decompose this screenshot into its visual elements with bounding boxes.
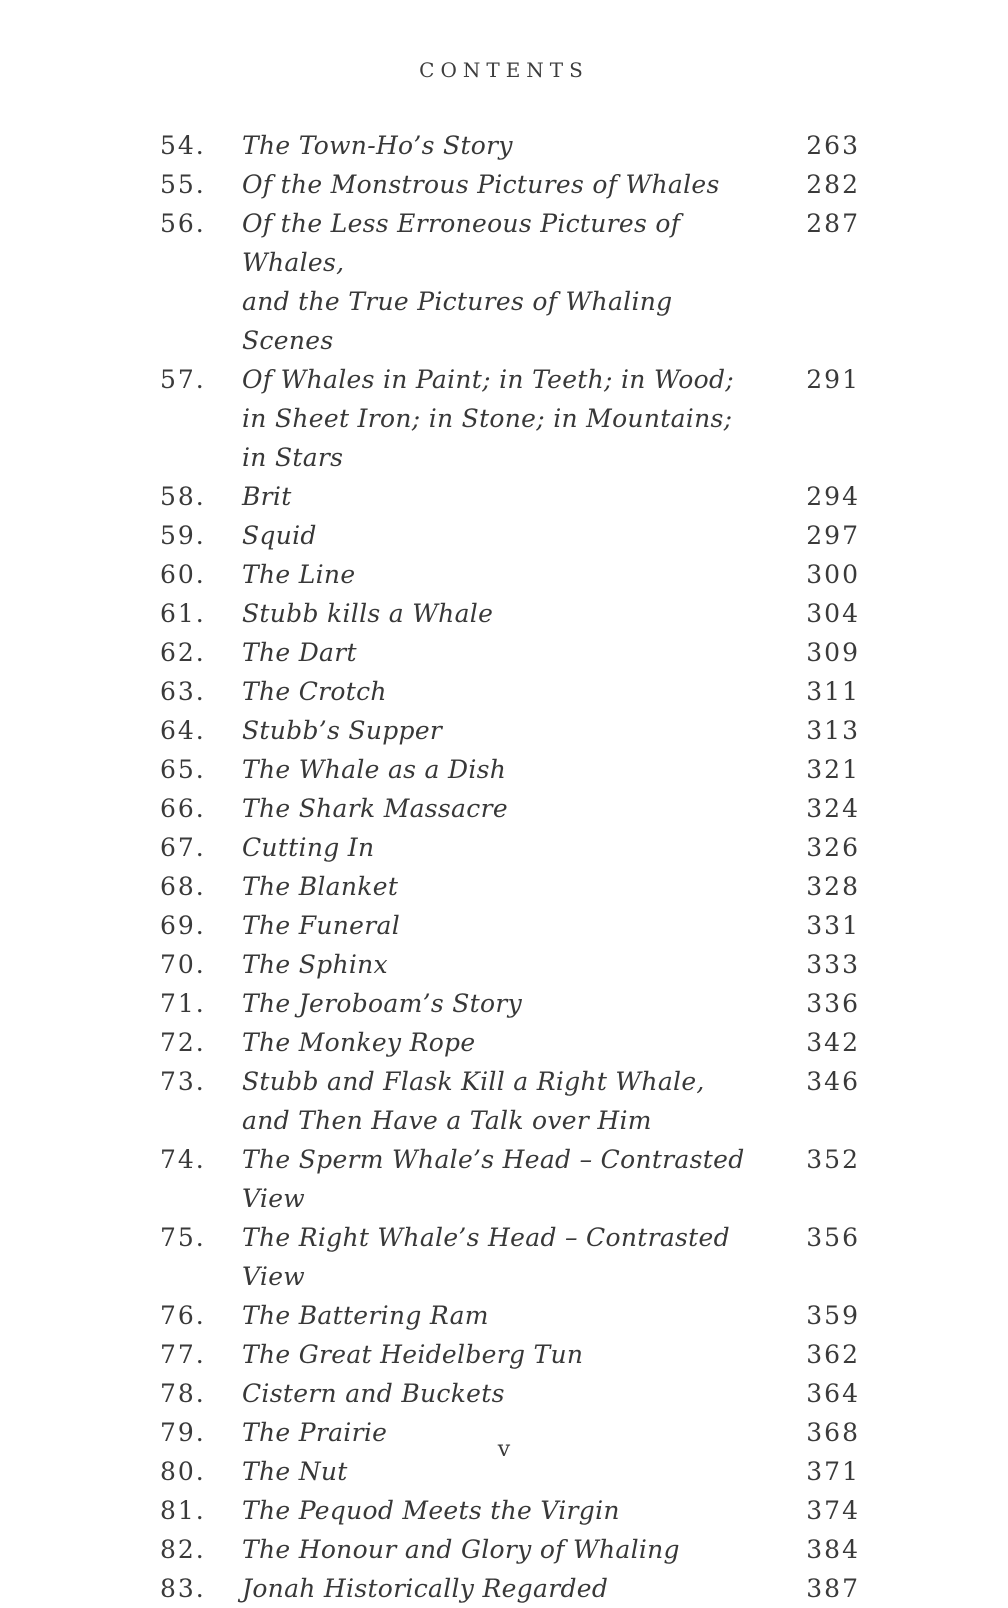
- chapter-title: [242, 1296, 776, 1335]
- chapter-number: 78.: [160, 1379, 206, 1408]
- page-number: 321: [806, 755, 860, 784]
- page-number: 333: [806, 950, 860, 979]
- chapter-title-line1: The Town-Ho’s Story: [242, 131, 513, 160]
- toc-entry: [160, 1374, 860, 1413]
- chapter-title-line1: The Great Heidelberg Tun: [242, 1340, 584, 1369]
- toc-entry: [160, 555, 860, 594]
- chapter-title: [242, 945, 776, 984]
- chapter-title: [242, 126, 776, 165]
- toc-entry: [160, 204, 860, 360]
- toc-list: [160, 126, 860, 1608]
- chapter-number: 75.: [160, 1223, 206, 1252]
- toc-entry: [160, 1530, 860, 1569]
- chapter-number: 66.: [160, 794, 206, 823]
- chapter-title: [242, 360, 776, 477]
- page-number: 371: [806, 1457, 860, 1486]
- chapter-number: 58.: [160, 482, 206, 511]
- toc-entry: [160, 516, 860, 555]
- page-number: 311: [806, 677, 860, 706]
- chapter-title: [242, 1530, 776, 1569]
- folio-page-number: v: [497, 1437, 511, 1462]
- chapter-number: 77.: [160, 1340, 206, 1369]
- chapter-number: 63.: [160, 677, 206, 706]
- page-number: 304: [806, 599, 860, 628]
- chapter-title-line1: The Jeroboam’s Story: [242, 989, 523, 1018]
- toc-entry: [160, 828, 860, 867]
- chapter-title: [242, 1218, 776, 1296]
- chapter-number: 57.: [160, 365, 206, 394]
- chapter-title: [242, 984, 776, 1023]
- page-number: 291: [806, 365, 860, 394]
- chapter-title-line1: The Shark Massacre: [242, 794, 508, 823]
- chapter-title-line1: The Line: [242, 560, 356, 589]
- chapter-title: [242, 867, 776, 906]
- chapter-number: 69.: [160, 911, 206, 940]
- chapter-title: [242, 1569, 776, 1608]
- chapter-title-line1: Brit: [242, 482, 292, 511]
- chapter-number: 83.: [160, 1574, 206, 1603]
- toc-entry: [160, 711, 860, 750]
- page-number: 324: [806, 794, 860, 823]
- toc-entry: [160, 165, 860, 204]
- page-number: 364: [806, 1379, 860, 1408]
- chapter-title-line1: Cutting In: [242, 833, 375, 862]
- toc-entry: [160, 984, 860, 1023]
- chapter-title: [242, 711, 776, 750]
- chapter-number: 56.: [160, 209, 206, 238]
- toc-entry: [160, 633, 860, 672]
- chapter-title-line1: The Nut: [242, 1457, 348, 1486]
- page-number: 359: [806, 1301, 860, 1330]
- page-number: 362: [806, 1340, 860, 1369]
- toc-entry: [160, 477, 860, 516]
- chapter-title: [242, 750, 776, 789]
- chapter-title: [242, 1374, 776, 1413]
- chapter-number: 82.: [160, 1535, 206, 1564]
- chapter-title: [242, 594, 776, 633]
- page-number: 336: [806, 989, 860, 1018]
- chapter-number: 76.: [160, 1301, 206, 1330]
- chapter-number: 80.: [160, 1457, 206, 1486]
- toc-entry: [160, 672, 860, 711]
- page-number: 368: [806, 1418, 860, 1447]
- chapter-number: 79.: [160, 1418, 206, 1447]
- chapter-title: [242, 204, 776, 360]
- chapter-title-line1: Of the Less Erroneous Pictures of Whales,: [242, 209, 681, 277]
- chapter-title: [242, 906, 776, 945]
- toc-entry: [160, 1569, 860, 1608]
- chapter-title-line1: The Prairie: [242, 1418, 388, 1447]
- chapter-title-line1: The Blanket: [242, 872, 399, 901]
- toc-entry: [160, 1023, 860, 1062]
- chapter-number: 55.: [160, 170, 206, 199]
- chapter-title-line1: The Right Whale’s Head – Contrasted View: [242, 1223, 730, 1291]
- chapter-title-line1: Stubb’s Supper: [242, 716, 443, 745]
- chapter-title-line1: Stubb kills a Whale: [242, 599, 494, 628]
- chapter-title-line1: Of Whales in Paint; in Teeth; in Wood;: [242, 365, 734, 394]
- toc-entry: [160, 750, 860, 789]
- chapter-title: [242, 165, 776, 204]
- chapter-title: [242, 516, 776, 555]
- chapter-number: 72.: [160, 1028, 206, 1057]
- chapter-title-line1: The Sphinx: [242, 950, 388, 979]
- toc-entry: [160, 1491, 860, 1530]
- toc-entry: [160, 867, 860, 906]
- chapter-title-line2: and the True Pictures of Whaling Scenes: [242, 287, 673, 355]
- toc-entry: [160, 906, 860, 945]
- chapter-title-line2: and Then Have a Talk over Him: [242, 1106, 652, 1135]
- page-number: 309: [806, 638, 860, 667]
- toc-entry: [160, 1296, 860, 1335]
- chapter-title-line1: The Funeral: [242, 911, 401, 940]
- chapter-title-line1: Cistern and Buckets: [242, 1379, 505, 1408]
- page-number: 387: [806, 1574, 860, 1603]
- chapter-title-line1: Stubb and Flask Kill a Right Whale,: [242, 1067, 705, 1096]
- chapter-title: [242, 1491, 776, 1530]
- chapter-number: 62.: [160, 638, 206, 667]
- chapter-title: [242, 1023, 776, 1062]
- chapter-number: 71.: [160, 989, 206, 1018]
- chapter-title: [242, 789, 776, 828]
- page-number: 356: [806, 1223, 860, 1252]
- page-number: 374: [806, 1496, 860, 1525]
- chapter-title-line1: Of the Monstrous Pictures of Whales: [242, 170, 720, 199]
- chapter-number: 65.: [160, 755, 206, 784]
- chapter-number: 64.: [160, 716, 206, 745]
- chapter-title-line1: The Honour and Glory of Whaling: [242, 1535, 680, 1564]
- chapter-title-line1: The Pequod Meets the Virgin: [242, 1496, 620, 1525]
- page-number: 346: [806, 1067, 860, 1096]
- toc-entry: [160, 1062, 860, 1140]
- contents-header: CONTENTS: [419, 58, 589, 82]
- page-number: 263: [806, 131, 860, 160]
- chapter-number: 68.: [160, 872, 206, 901]
- chapter-title-line1: The Battering Ram: [242, 1301, 489, 1330]
- chapter-title-line1: The Dart: [242, 638, 357, 667]
- toc-entry: [160, 945, 860, 984]
- chapter-title-line1: Squid: [242, 521, 317, 550]
- toc-entry: [160, 1218, 860, 1296]
- toc-entry: [160, 594, 860, 633]
- chapter-title: [242, 633, 776, 672]
- chapter-title-line1: Jonah Historically Regarded: [242, 1574, 609, 1603]
- chapter-title-line2: in Sheet Iron; in Stone; in Mountains; in Stars: [242, 404, 733, 472]
- page-number: 331: [806, 911, 860, 940]
- page-number: 294: [806, 482, 860, 511]
- chapter-number: 81.: [160, 1496, 206, 1525]
- chapter-number: 73.: [160, 1067, 206, 1096]
- page-number: 287: [806, 209, 860, 238]
- page-number: 282: [806, 170, 860, 199]
- chapter-number: 74.: [160, 1145, 206, 1174]
- page-number: 313: [806, 716, 860, 745]
- chapter-title: [242, 1335, 776, 1374]
- chapter-number: 54.: [160, 131, 206, 160]
- chapter-number: 59.: [160, 521, 206, 550]
- chapter-title-line1: The Crotch: [242, 677, 387, 706]
- toc-entry: [160, 789, 860, 828]
- page-number: 342: [806, 1028, 860, 1057]
- toc-entry: [160, 1140, 860, 1218]
- chapter-title: [242, 1062, 776, 1140]
- page-number: 352: [806, 1145, 860, 1174]
- chapter-number: 70.: [160, 950, 206, 979]
- page-number: 384: [806, 1535, 860, 1564]
- chapter-title: [242, 555, 776, 594]
- toc-entry: [160, 126, 860, 165]
- toc-entry: [160, 360, 860, 477]
- toc-entry: [160, 1335, 860, 1374]
- chapter-number: 67.: [160, 833, 206, 862]
- chapter-title: [242, 672, 776, 711]
- page-number: 326: [806, 833, 860, 862]
- chapter-title-line1: The Sperm Whale’s Head – Contrasted View: [242, 1145, 745, 1213]
- chapter-title: [242, 1140, 776, 1218]
- page-number: 297: [806, 521, 860, 550]
- chapter-title: [242, 477, 776, 516]
- chapter-title: [242, 828, 776, 867]
- page-number: 328: [806, 872, 860, 901]
- chapter-number: 60.: [160, 560, 206, 589]
- page-number: 300: [806, 560, 860, 589]
- chapter-number: 61.: [160, 599, 206, 628]
- chapter-title-line1: The Whale as a Dish: [242, 755, 507, 784]
- chapter-title-line1: The Monkey Rope: [242, 1028, 476, 1057]
